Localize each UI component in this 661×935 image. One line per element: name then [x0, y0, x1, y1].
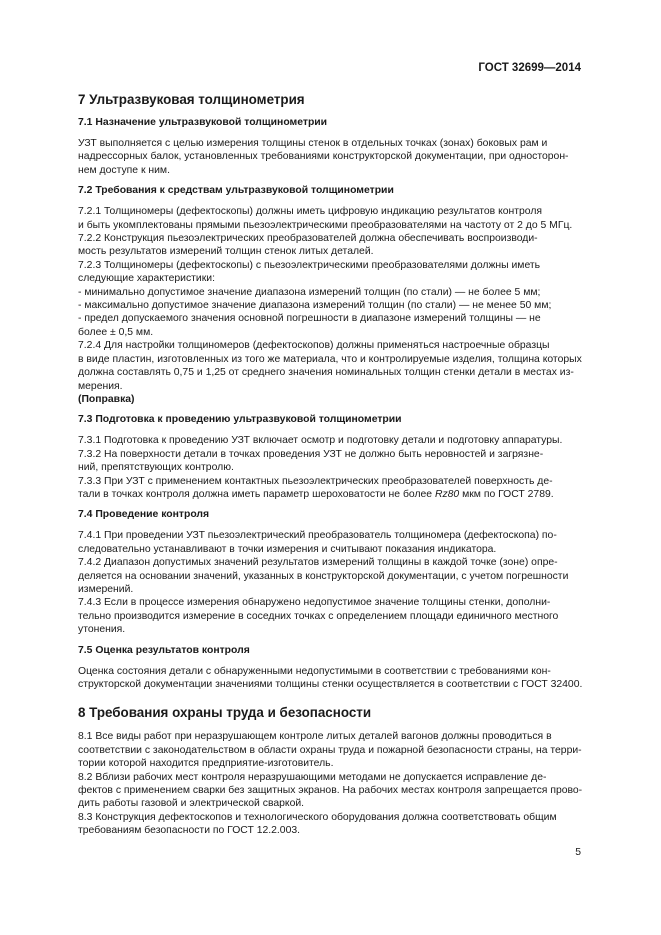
paragraph-line: 7.4.2 Диапазон допустимых значений результатов измерений толщины в каждой точке (зоне) опре-: [78, 557, 558, 569]
paragraph-line: 7.2.4 Для настройки толщиномеров (дефектоскопов) должны применяться настроечные образцы: [78, 340, 550, 352]
subsection-7-4-title: 7.4 Проведение контроля: [78, 509, 210, 521]
roughness-parameter: Rz80: [434, 488, 460, 500]
list-item: - максимально допустимое значение диапазона измерений толщин (по стали) — не менее 50 мм;: [78, 300, 552, 312]
paragraph-line: следовательно устанавливают в точки измерения и считывают показания индикатора.: [78, 543, 497, 555]
paragraph-line: 8.2 Вблизи рабочих мест контроля неразрушающими методами не допускается исправление де-: [78, 771, 547, 783]
paragraph-line: 7.2.3 Толщиномеры (дефектоскопы) с пьезоэлектрическими преобразователями должны иметь: [78, 259, 541, 271]
page-number: 5: [575, 847, 581, 858]
document-code: ГОСТ 32699—2014: [478, 62, 581, 74]
list-item: более ± 0,5 мм.: [78, 326, 154, 338]
paragraph-line: и быть укомплектованы прямыми пьезоэлектрическими преобразователями на частоту от 2 до 5 МГц.: [78, 219, 573, 231]
paragraph-line: тории которой находится предприятие-изготовитель.: [78, 758, 334, 770]
paragraph-line: нем доступе к ним.: [78, 164, 170, 176]
subsection-7-5-title: 7.5 Оценка результатов контроля: [78, 644, 250, 656]
subsection-7-3-body: [78, 434, 583, 501]
paragraph-line: ний, препятствующих контролю.: [78, 462, 234, 474]
paragraph-line: дить работы газовой и электрической сваркой.: [78, 798, 305, 810]
paragraph-line: 7.3.2 На поверхности детали в точках проведения УЗТ не должно быть неровностей и загрязне-: [78, 448, 544, 460]
subsection-7-1-body: [78, 137, 583, 177]
subsection-7-2-title: 7.2 Требования к средствам ультразвуковой толщинометрии: [78, 185, 394, 197]
subsection-7-3-title: 7.3 Подготовка к проведению ультразвуковой толщинометрии: [78, 414, 402, 426]
paragraph-line: 7.2.1 Толщиномеры (дефектоскопы) должны иметь цифровую индикацию результатов контроля: [78, 206, 543, 218]
list-item: - предел допускаемого значения основной погрешности в диапазоне измерений толщины — не: [78, 313, 541, 325]
subsection-7-1-title: 7.1 Назначение ультразвуковой толщинометрии: [78, 117, 328, 128]
paragraph-line: Оценка состояния детали с обнаруженными недопустимыми в соответствии с требованиями кон-: [78, 665, 551, 677]
text-span: тали в точках контроля должна иметь параметр шероховатости не более: [78, 488, 433, 500]
paragraph-line: 7.4.3 Если в процессе измерения обнаружено недопустимое значение толщины стенки, дополни-: [78, 597, 551, 609]
subsection-7-4-body: [78, 529, 583, 636]
paragraph-line: соответствии с законодательством в области охраны труда и пожарной безопасности страны, на терри-: [78, 744, 582, 756]
correction-note: (Поправка): [78, 393, 135, 405]
paragraph-line: 7.3.1 Подготовка к проведению УЗТ включает осмотр и подготовку детали и подготовку аппаратуры.: [78, 435, 563, 447]
section-8-title: 8 Требования охраны труда и безопасности: [78, 705, 372, 721]
paragraph-line: должна составлять 0,75 и 1,25 от среднего значения номинальных толщин стенки детали в местах из-: [78, 367, 574, 379]
paragraph-line: мость результатов измерений толщин стенок литых деталей.: [78, 246, 374, 258]
paragraph-line: утонения.: [78, 624, 126, 636]
text-span: мкм по ГОСТ 2789.: [459, 488, 554, 500]
list-item: - минимально допустимое значение диапазона измерений толщин (по стали) — не более 5 мм;: [78, 286, 541, 298]
paragraph-line: 8.1 Все виды работ при неразрушающем контроле литых деталей вагонов должны проводиться в: [78, 731, 552, 743]
paragraph-line: измерений.: [78, 583, 134, 595]
paragraph-line: фектов с применением сварки без защитных экранов. На рабочих местах контроля запрещается прово-: [78, 785, 583, 797]
paragraph-line: УЗТ выполняется с целью измерения толщины стенок в отдельных точках (зонах) боковых рам и: [78, 138, 548, 149]
paragraph-line: структорской документации значениями толщины стенки осуществляется в соответствии с ГОСТ 32400.: [78, 679, 583, 690]
paragraph-line: 7.4.1 При проведении УЗТ пьезоэлектрический преобразователь толщиномера (дефектоскопа) по-: [78, 530, 557, 542]
paragraph-line: 8.3 Конструкция дефектоскопов и технологического оборудования должна соответствовать общим: [78, 811, 557, 823]
paragraph-line: деляется на основании значений, указанных в конструкторской документации, с учетом погрешности: [78, 570, 569, 582]
paragraph-line: следующие характеристики:: [78, 273, 215, 285]
subsection-7-2-body: [78, 205, 583, 406]
paragraph-line: 7.3.3 При УЗТ с применением контактных пьезоэлектрических преобразователей поверхность де-: [78, 475, 553, 487]
paragraph-line: тельно производится измерение в соседних точках с определением площади единичного местного: [78, 610, 559, 622]
document-body: [78, 92, 583, 838]
paragraph-line: надрессорных балок, установленных требованиями конструкторской документации, при односторон-: [78, 151, 569, 163]
paragraph-line: мерения.: [78, 380, 123, 392]
section-7-title: 7 Ультразвуковая толщинометрия: [78, 92, 305, 107]
section-8-body: [78, 730, 583, 837]
paragraph-line: 7.2.2 Конструкция пьезоэлектрических преобразователей должна обеспечивать воспроизводи-: [78, 233, 538, 245]
paragraph-line: [78, 488, 583, 501]
paragraph-line: в виде пластин, изготовленных из того же материала, что и контролируемые изделия, толщина которых: [78, 353, 582, 365]
paragraph-line: требованиям безопасности по ГОСТ 12.2.003.: [78, 825, 301, 837]
subsection-7-5-body: [78, 665, 583, 692]
